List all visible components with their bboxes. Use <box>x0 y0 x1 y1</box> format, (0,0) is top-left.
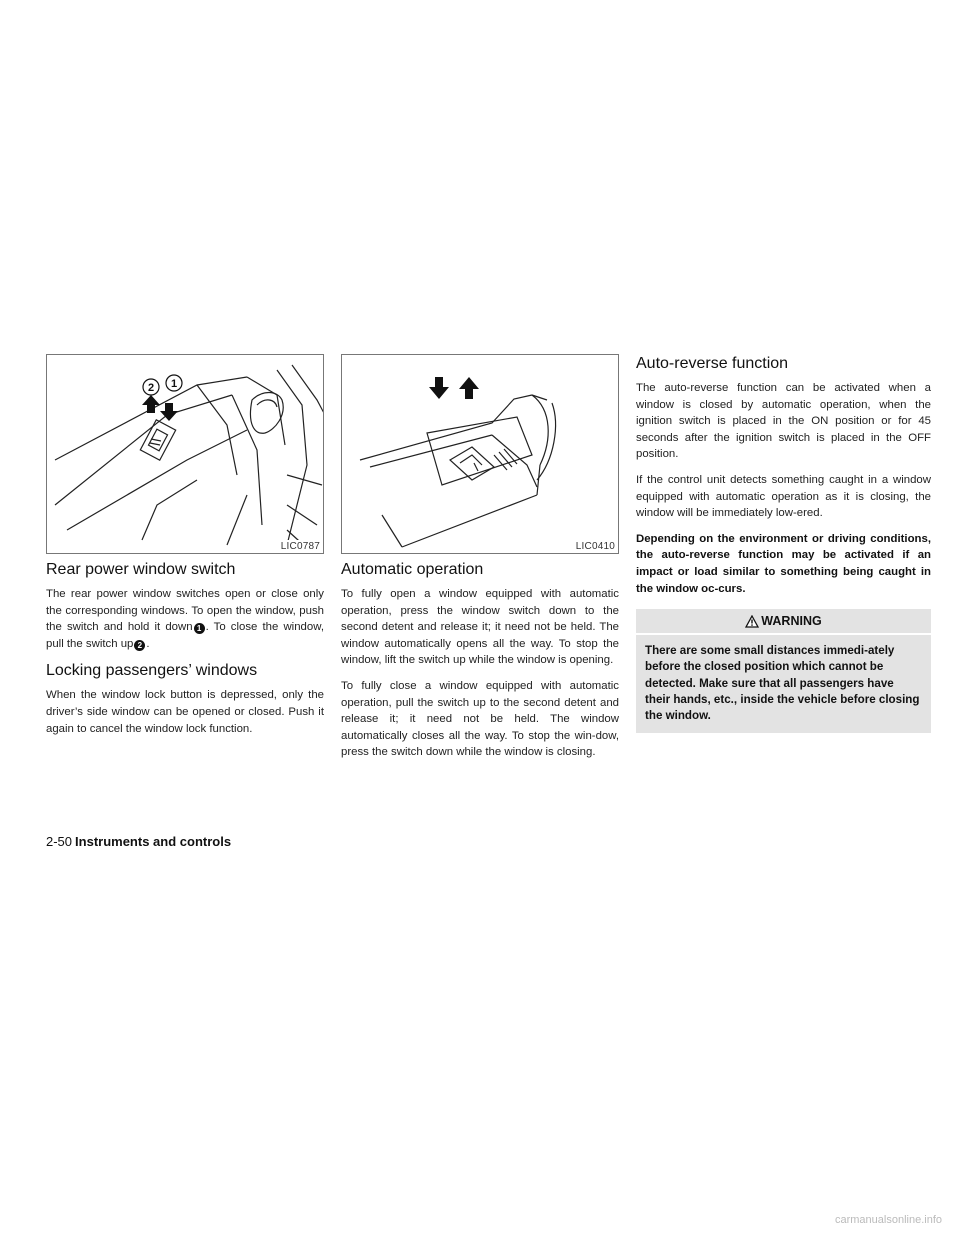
column-middle <box>341 354 619 770</box>
fig1-callout-2: 2 <box>147 382 155 394</box>
section-title: Instruments and controls <box>75 834 232 849</box>
figure-rear-window-switch <box>46 354 324 554</box>
paragraph-automatic-close: To fully close a window equipped with automatic operation, pull the switch up to the second detent and release it; it need not be held. The window automatically closes all the way. To stop the win-dow, press the switch down while the window is closing. <box>341 679 619 759</box>
paragraph-autoreverse-2: If the control unit detects something caught in a window equipped with automatic operation as it is closing, the window will be immediately low-ered. <box>636 473 931 520</box>
callout-number-2: 2 <box>134 640 145 651</box>
heading-locking-passengers-windows: Locking passengers’ windows <box>46 662 258 680</box>
callout-number-1: 1 <box>194 623 205 634</box>
figure-code: LIC0410 <box>573 540 618 553</box>
heading-automatic-operation: Automatic operation <box>341 561 484 578</box>
column-right <box>636 354 931 733</box>
automatic-switch-illustration <box>342 355 619 554</box>
warning-header <box>636 609 931 633</box>
paragraph-autoreverse-1: The auto-reverse function can be activated when a window is closed by automatic operation, when the ignition switch is placed in the ON position or for 45 seconds after the ignition switch is placed in the OFF position. <box>636 382 931 461</box>
figure-code: LIC0787 <box>278 540 323 553</box>
paragraph-autoreverse-3: Depending on the environment or driving conditions, the auto-reverse function may be activated if an impact or load similar to something being caught in the window oc-curs. <box>636 532 931 595</box>
page-footer <box>46 834 231 849</box>
column-left <box>46 354 324 746</box>
page-number: 2-50 <box>46 834 73 849</box>
paragraph-rear-switch: The rear power window switches open or close only the corresponding windows. To open the window, push the switch and hold it down 1 . To close the window, pull the switch up 2 . <box>46 588 324 650</box>
paragraph-locking: When the window lock button is depressed, only the driver’s side window can be opened or closed. Push it again to cancel the window lock function. <box>46 689 324 735</box>
paragraph-automatic-open: To fully open a window equipped with automatic operation, press the window switch down to the second detent and release it; it need not be held. The window automatically opens all the way. To stop the window, lift the switch up while the window is opening. <box>341 588 619 667</box>
heading-rear-power-window-switch: Rear power window switch <box>46 561 236 578</box>
warning-triangle-icon <box>745 615 759 628</box>
fig1-callout-1: 1 <box>170 378 178 390</box>
heading-auto-reverse-function: Auto-reverse function <box>636 355 789 372</box>
warning-body: There are some small distances immedi-ately before the closed position which cannot be detected. Make sure that all passengers have their hands, etc., inside the vehicle before closing the window. <box>636 635 931 733</box>
watermark: carmanualsonline.info <box>834 1214 942 1226</box>
figure-automatic-switch <box>341 354 619 554</box>
warning-title: WARNING <box>761 614 822 629</box>
rear-switch-illustration <box>47 355 324 554</box>
